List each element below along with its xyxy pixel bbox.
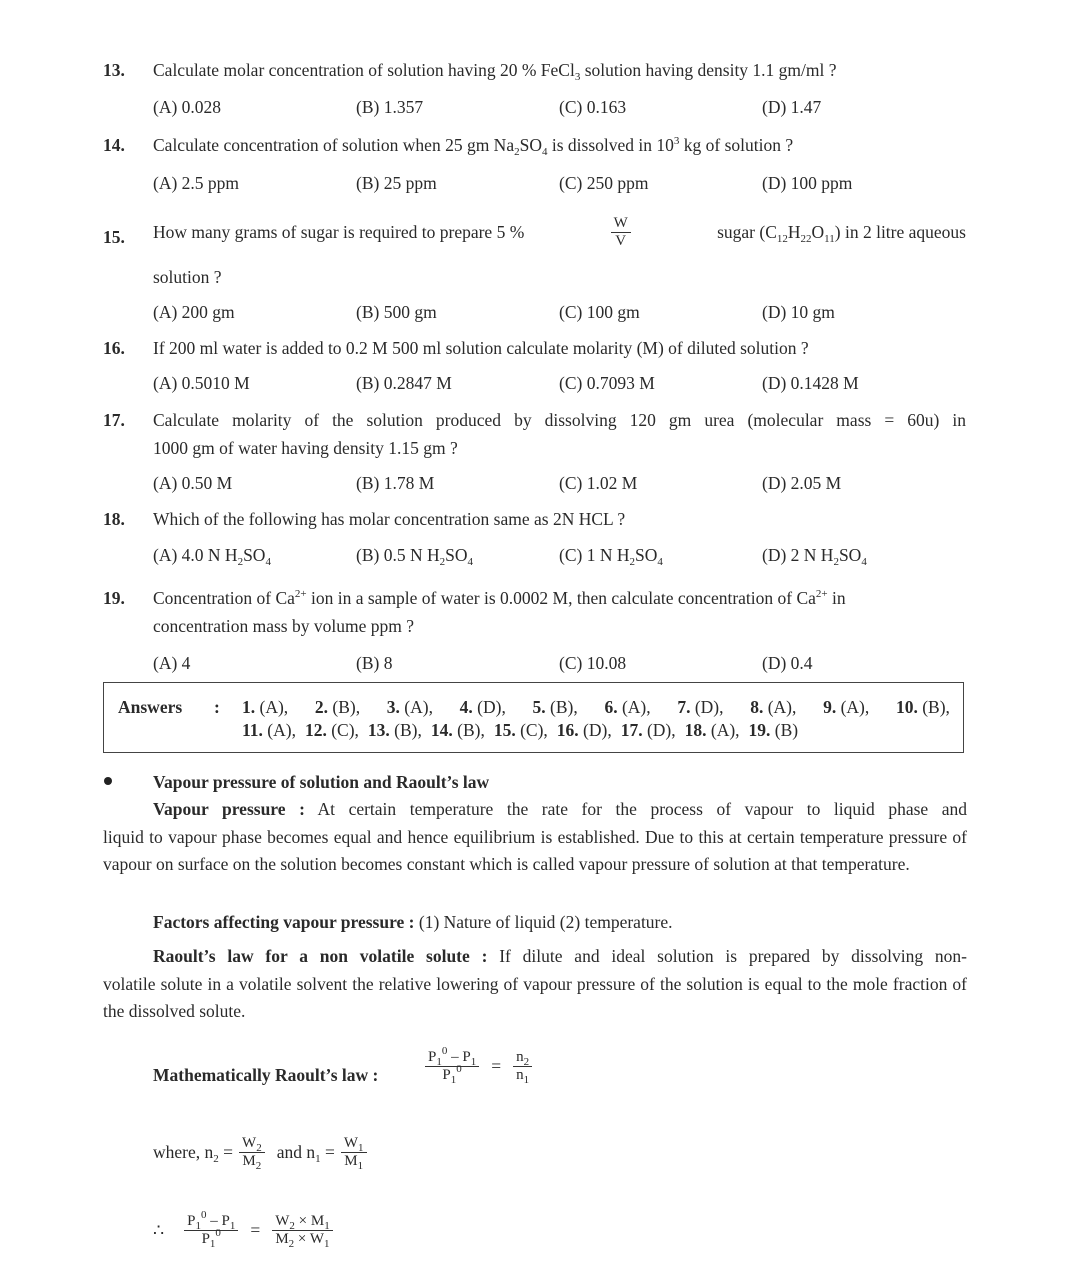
option-c: (C) 0.163 xyxy=(559,97,627,117)
question-number: 15. xyxy=(103,227,125,247)
answer-choice: (C), xyxy=(520,720,548,740)
answer-choice: (B), xyxy=(394,720,422,740)
answer-number: 5. xyxy=(532,697,546,717)
option-b: (B) 500 gm xyxy=(356,302,437,322)
answer-choice: (B), xyxy=(332,697,361,717)
option-a: (A) 0.5010 M xyxy=(153,373,250,393)
therefore-icon: ∴ xyxy=(153,1219,165,1240)
bullet-icon xyxy=(104,777,112,785)
answer-entry xyxy=(315,697,360,718)
question-text-line2: concentration mass by volume ppm ? xyxy=(153,616,414,636)
answer-number: 17. xyxy=(620,720,643,740)
answer-entry xyxy=(557,720,612,741)
factors-line: Factors affecting vapour pressure : (1) Nature of liquid (2) temperature. xyxy=(153,912,673,932)
option-b: (B) 1.78 M xyxy=(356,473,435,493)
option-d: (D) 100 ppm xyxy=(762,173,853,193)
answer-choice: (B) xyxy=(774,720,799,740)
question-number: 14. xyxy=(103,135,125,155)
question-number: 18. xyxy=(103,509,125,529)
wv-fraction: $\frac{W}{V}$ xyxy=(611,215,631,249)
answer-entry xyxy=(896,697,950,718)
answer-number: 15. xyxy=(493,720,516,740)
option-a: (A) 2.5 ppm xyxy=(153,173,240,193)
answer-choice: (A), xyxy=(621,697,651,717)
option-c: (C) 10.08 xyxy=(559,653,627,673)
answer-choice: (A), xyxy=(767,697,797,717)
question-text: How many grams of sugar is required to prepare 5 % $\frac{W}{V}$ sugar $(C_{12}H_{22}O_{11})$ in 2 litre aqueous xyxy=(153,215,966,249)
answer-entry xyxy=(677,697,723,718)
answer-number: 14. xyxy=(430,720,453,740)
answer-entry xyxy=(242,720,296,741)
question-text: Which of the following has molar concentration same as 2N HCL ? xyxy=(153,509,626,529)
question-number: 17. xyxy=(103,410,125,430)
answer-choice: (A), xyxy=(710,720,740,740)
question-text: Calculate concentration of solution when 25 gm $Na_2SO_4$ is dissolved in $10^3$ kg of solution ? xyxy=(153,135,794,158)
option-b: (B) 0.5 N $H_2SO_4$ xyxy=(356,545,473,568)
derived-formula: ∴ $\frac{P_1^0 - P_1}{P_1^0}$ = $\frac{W_2 \times M_1}{M_2 \times W_1}$ xyxy=(153,1213,333,1247)
answer-number: 13. xyxy=(367,720,390,740)
option-c: (C) 100 gm xyxy=(559,302,640,322)
answer-entry xyxy=(460,697,506,718)
answer-choice: (B), xyxy=(550,697,578,717)
answer-entry xyxy=(387,697,433,718)
answer-entry xyxy=(431,720,485,741)
answer-entry xyxy=(685,720,740,741)
answer-entry xyxy=(368,720,422,741)
answer-entry xyxy=(750,697,796,718)
question-text-line2: 1000 gm of water having density 1.15 gm ? xyxy=(153,438,458,458)
answer-choice: (D), xyxy=(477,697,506,717)
answer-choice: (B), xyxy=(922,697,950,717)
answer-entry xyxy=(604,697,650,718)
option-a: (A) 0.028 xyxy=(153,97,222,117)
option-c: (C) 250 ppm xyxy=(559,173,649,193)
answer-entry xyxy=(305,720,359,741)
option-c: (C) 1.02 M xyxy=(559,473,638,493)
answer-choice: (A), xyxy=(840,697,870,717)
option-c: (C) 0.7093 M xyxy=(559,373,655,393)
vapour-pressure-paragraph: Vapour pressure : At certain temperature the rate for the process of vapour to liquid phase and liquid to vapour phase becomes equal and hence equilibrium is established. Due to this at certain temperature pressure of vapour on surface on the solution becomes constant which is called vapour pressure of solution at that temperature. xyxy=(103,799,967,874)
answer-number: 10. xyxy=(895,697,918,717)
answer-number: 2. xyxy=(314,697,328,717)
option-b: (B) 25 ppm xyxy=(356,173,437,193)
raoult-paragraph: Raoult’s law for a non volatile solute : If dilute and ideal solution is prepared by dissolving non- volatile solute in a volatile solvent the relative lowering of vapour pressure of the solution is equal to the mole fraction of the dissolved solute. xyxy=(103,946,967,1021)
option-c: (C) 1 N $H_2SO_4$ xyxy=(559,545,663,568)
answer-number: 3. xyxy=(386,697,400,717)
question-text: Calculate molarity of the solution produced by dissolving 120 gm urea (molecular mass = 60u) in xyxy=(153,410,966,430)
answer-choice: (D), xyxy=(646,720,676,740)
answer-entry xyxy=(494,720,548,741)
answer-number: 12. xyxy=(304,720,327,740)
question-number: 16. xyxy=(103,338,125,358)
answer-entry xyxy=(749,720,799,741)
answer-choice: (B), xyxy=(457,720,485,740)
answer-number: 7. xyxy=(677,697,691,717)
answer-choice: (D), xyxy=(694,697,724,717)
mole-definitions: where, $n_2$ = $\frac{W_2}{M_2}$ and $n_1$ = $\frac{W_1}{M_1}$ xyxy=(153,1135,367,1169)
answer-number: 8. xyxy=(750,697,764,717)
option-a: (A) 4.0 N $H_2SO_4$ xyxy=(153,545,271,568)
question-text: Concentration of $Ca^{2+}$ ion in a sample of water is 0.0002 M, then calculate concentration of $Ca^{2+}$ in xyxy=(153,588,846,608)
raoult-formula: $\frac{P_1^0 - P_1}{P_1^0}$ = $\frac{n_2}{n_1}$ xyxy=(425,1049,532,1083)
answer-number: 18. xyxy=(684,720,707,740)
answers-line-2 xyxy=(242,720,798,741)
answer-entry xyxy=(533,697,578,718)
answer-number: 9. xyxy=(823,697,837,717)
answer-entry xyxy=(621,720,676,741)
option-d: (D) 1.47 xyxy=(762,97,822,117)
question-number: 19. xyxy=(103,588,125,608)
option-d: (D) 0.4 xyxy=(762,653,813,673)
section-heading: Vapour pressure of solution and Raoult’s law xyxy=(153,772,490,792)
answers-line-1 xyxy=(242,697,950,718)
math-label: Mathematically Raoult’s law : xyxy=(153,1065,379,1085)
option-d: (D) 0.1428 M xyxy=(762,373,859,393)
question-number: 13. xyxy=(103,60,125,80)
answers-colon: : xyxy=(214,697,220,717)
answer-number: 4. xyxy=(459,697,473,717)
answer-choice: (C), xyxy=(331,720,359,740)
answers-label: Answers xyxy=(118,697,183,717)
option-d: (D) 10 gm xyxy=(762,302,835,322)
option-b: (B) 1.357 xyxy=(356,97,424,117)
question-text: If 200 ml water is added to 0.2 M 500 ml solution calculate molarity (M) of diluted solution ? xyxy=(153,338,809,358)
answer-entry xyxy=(242,697,288,718)
question-text: Calculate molar concentration of solution having 20 % FeCl$_3$ solution having density 1.1 gm/ml ? xyxy=(153,60,837,83)
option-a: (A) 4 xyxy=(153,653,191,673)
option-b: (B) 0.2847 M xyxy=(356,373,452,393)
option-d: (D) 2 N $H_2SO_4$ xyxy=(762,545,867,568)
answer-number: 11. xyxy=(242,720,263,740)
question-text-line2: solution ? xyxy=(153,267,222,287)
answer-number: 19. xyxy=(748,720,771,740)
option-a: (A) 0.50 M xyxy=(153,473,233,493)
answer-choice: (D), xyxy=(583,720,612,740)
option-a: (A) 200 gm xyxy=(153,302,235,322)
option-b: (B) 8 xyxy=(356,653,393,673)
answer-number: 16. xyxy=(556,720,579,740)
answer-choice: (A), xyxy=(404,697,433,717)
answer-entry xyxy=(823,697,869,718)
answer-number: 6. xyxy=(604,697,618,717)
option-d: (D) 2.05 M xyxy=(762,473,842,493)
answer-choice: (A), xyxy=(267,720,296,740)
answer-number: 1. xyxy=(242,697,256,717)
answer-choice: (A), xyxy=(259,697,289,717)
